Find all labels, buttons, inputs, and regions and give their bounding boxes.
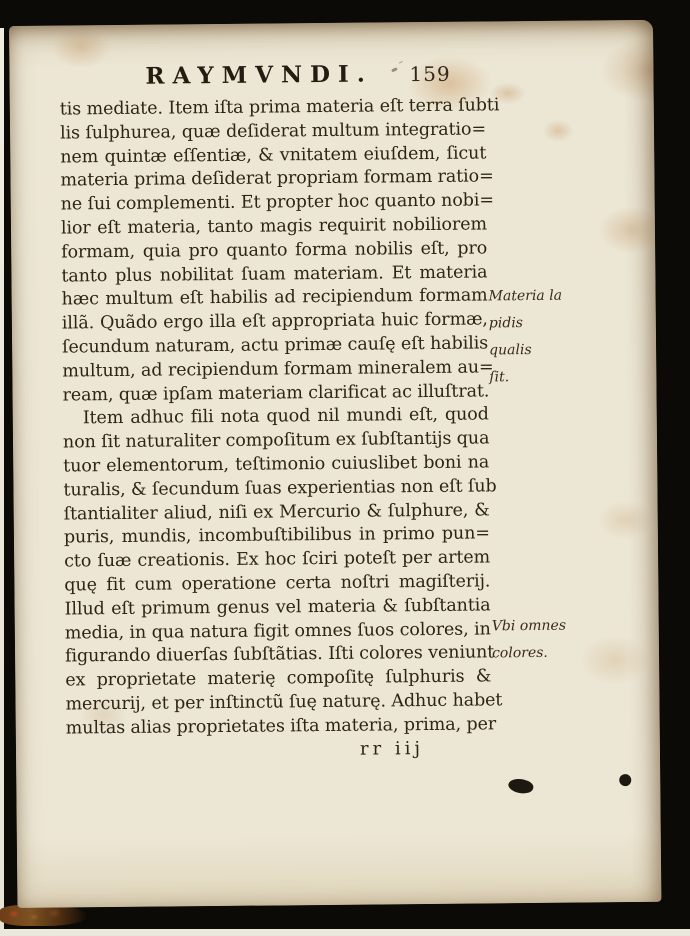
- body-text-line: multas alias proprietates iſta materia, prima, per: [65, 714, 497, 739]
- body-text-line: lior eſt materia, tanto magis requirit nobiliorem: [60, 214, 488, 239]
- body-text-line: tuor elementorum, teſtimonio cuiuslibet boni na: [63, 452, 490, 477]
- scanner-edge-left: [0, 28, 4, 936]
- body-text-line: ex proprietate materię compoſitę ſulphuris &: [65, 666, 492, 691]
- ink-spot: [507, 776, 535, 795]
- scanner-edge-bottom: [0, 929, 690, 936]
- body-text-line: ream, quæ ipſam materiam clarificat ac illuſtrat.: [62, 380, 490, 406]
- body-text-line: cto ſuæ creationis. Ex hoc ſciri poteſt per artem: [64, 547, 491, 572]
- body-text-line: tanto plus nobilitat ſuam materiam. Et materia: [61, 261, 488, 287]
- body-text-line: media, in qua natura figit omnes ſuos colores, in: [64, 618, 491, 644]
- body-text-line: puris, mundis, incombuſtibilibus in primo pun=: [63, 523, 490, 548]
- body-text-line: turalis, & ſecundum ſuas experientias non eſt ſub: [63, 476, 497, 501]
- margin-note-materia-lapidis: [488, 283, 569, 392]
- body-text-line: quę fit cum operatione certa noſtri magiſterij.: [64, 571, 491, 596]
- margin-note-line: pidis qualis: [488, 315, 532, 359]
- body-text-line: materia prima deſiderat propriam formam ratio=: [60, 166, 494, 191]
- body-text-line: Illud eſt primum genus vel materia & ſubſtantia: [64, 595, 491, 620]
- book-page: [9, 20, 661, 908]
- body-text-line: ſecundum naturam, actu primæ cauſę eſt habilis: [61, 333, 489, 358]
- body-text-block: [59, 94, 503, 741]
- body-text-line: ſtantialiter aliud, niſi ex Mercurio & ſulphure, &: [63, 499, 490, 525]
- ink-spot: [619, 774, 631, 786]
- body-text-line: non ſit naturaliter compoſitum ex ſubſtantijs qua: [62, 428, 490, 453]
- margin-note-line: colores.: [491, 644, 548, 662]
- quire-signature-mark: rr iij: [359, 738, 425, 760]
- body-text-line: multum, ad recipiendum formam mineralem au=: [62, 357, 494, 382]
- body-text-line: formam, quia pro quanto forma nobilis eſt, pro: [61, 238, 488, 263]
- ink-smudge: [391, 67, 398, 72]
- running-title: RAYMVNDI.: [145, 60, 373, 90]
- body-text-line: Item adhuc fili nota quod nil mundi eſt, quod: [82, 404, 489, 429]
- body-text-line: mercurij, et per inſtinctũ ſuę naturę. Adhuc habet: [65, 690, 503, 715]
- margin-note-line: ſit.: [489, 369, 510, 386]
- body-text-line: ne ſui complementi. Et propter hoc quanto nobi=: [60, 190, 494, 215]
- page-number: 159: [409, 61, 451, 87]
- body-text-line: figurando diuerſas ſubſtãtias. Iſti colores veniunt: [64, 642, 495, 667]
- margin-note-line: Materia la: [488, 287, 563, 305]
- margin-note-vbi-omnes: [492, 613, 573, 668]
- body-text-line: tis mediate. Item iſta prima materia eſt terra ſubti: [59, 95, 500, 120]
- body-text-line: hæc multum eſt habilis ad recipiendum formam: [61, 285, 488, 310]
- body-text-line: lis ſulphurea, quæ deſiderat multum integratio=: [59, 119, 487, 144]
- body-text-line: nem quintæ eſſentiæ, & vnitatem eiuſdem, ſicut: [60, 143, 487, 168]
- margin-note-line: Vbi omnes: [491, 617, 567, 635]
- book-binding-tailband: [0, 905, 88, 926]
- body-text-line: illã. Quãdo ergo illa eſt appropriata huic formæ,: [61, 309, 488, 334]
